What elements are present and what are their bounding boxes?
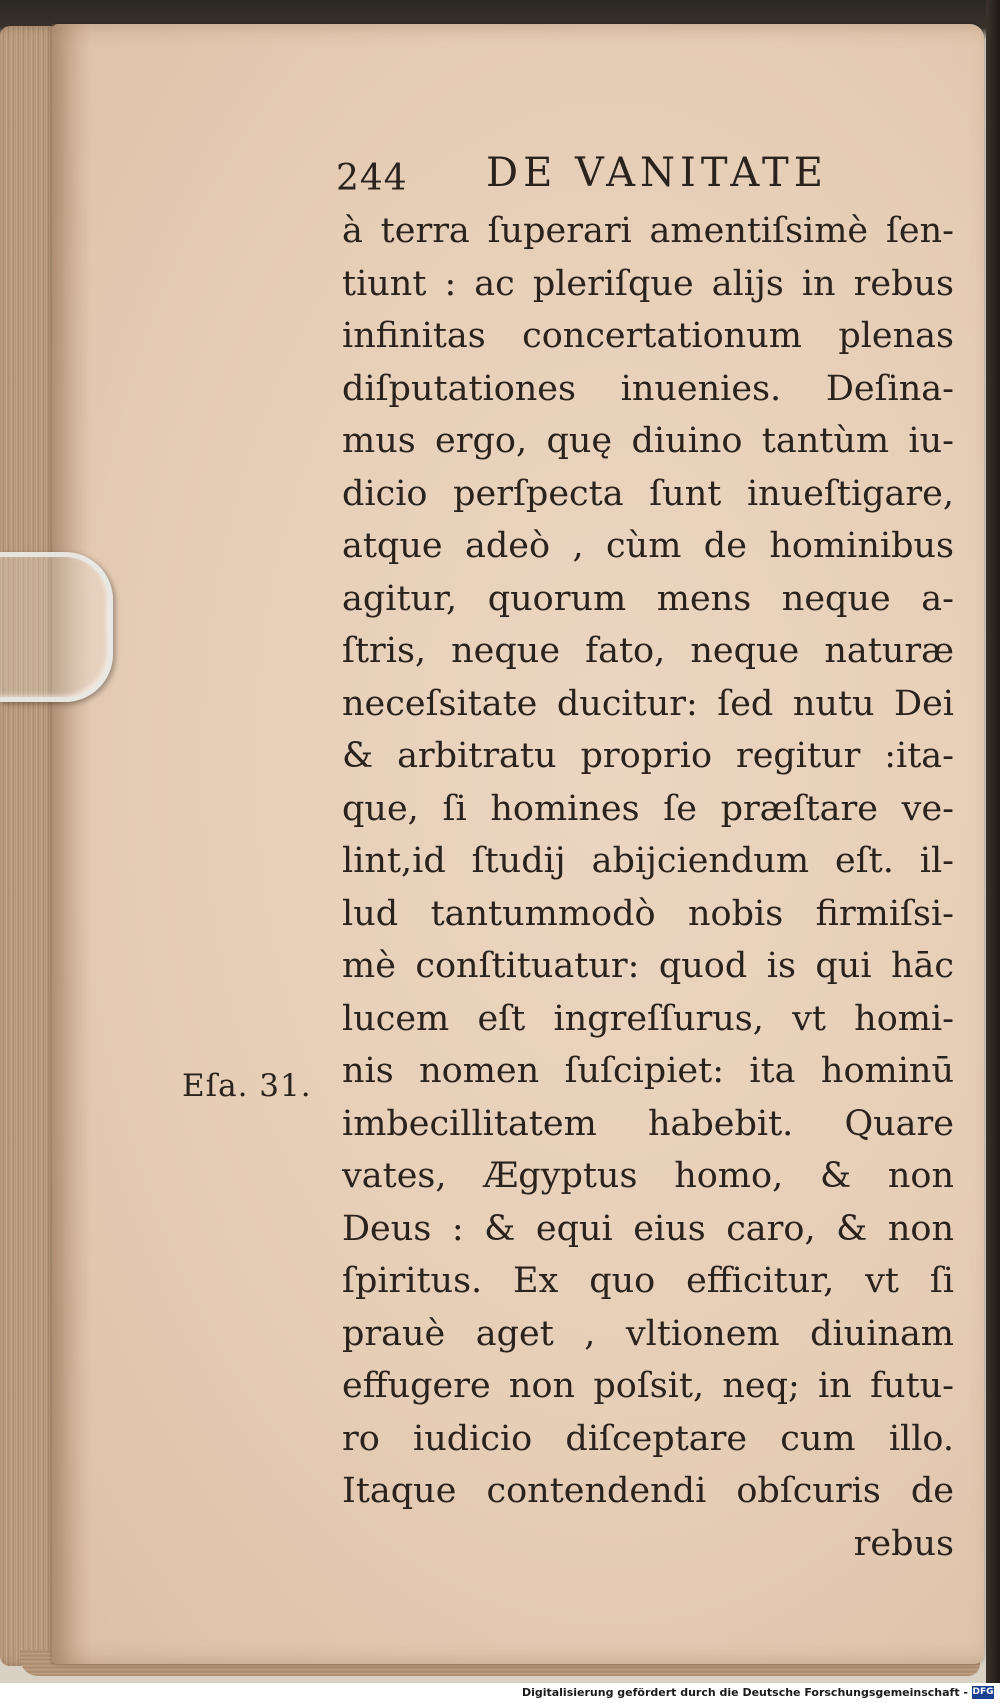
text-line: mus ergo, quę diuino tantùm iu- (342, 421, 954, 461)
text-line: ſpiritus. Ex quo efficitur, vt ſi (342, 1261, 954, 1301)
marginal-note: Eſa. 31. (182, 1068, 312, 1104)
page-header (336, 150, 896, 210)
text-line: tiunt : ac pleriſque alijs in rebus (342, 263, 954, 304)
running-title: DE VANITATE (486, 150, 828, 196)
text-line: imbecillitatem habebit. Quare (342, 1103, 954, 1144)
text-line: mè conſtituatur: quod is qui hāc (342, 946, 954, 986)
text-line: ſtris, neque fato, neque naturæ (342, 631, 954, 671)
text-line: ro iudicio diſceptare cum illo. (342, 1418, 954, 1459)
funding-credit: Digitalisierung gefördert durch die Deutsche Forschungsgemeinschaft - (521, 1686, 968, 1699)
text-line: atque adeò , cùm de hominibus (342, 526, 954, 566)
page-clip (0, 552, 113, 702)
text-line: que, ſi homines ſe præſtare ve- (342, 788, 954, 829)
text-line: Deus : & equi eius caro, & non (342, 1208, 954, 1249)
text-line: agitur, quorum mens neque a- (342, 578, 954, 619)
text-line: vates, Ægyptus homo, & non (342, 1156, 954, 1196)
text-line: diſputationes inuenies. Deſina- (342, 368, 954, 409)
catchword: rebus (853, 1523, 954, 1564)
text-line: nis nomen ſuſcipiet: ita hominū (342, 1051, 954, 1091)
text-line: dicio perſpecta ſunt inueſtigare, (342, 473, 954, 514)
text-line: prauè aget , vltionem diuinam (342, 1313, 954, 1354)
body-text (342, 205, 954, 1570)
background-edge (986, 0, 1000, 1703)
text-line: & arbitratu proprio regitur :ita- (342, 736, 954, 776)
page-number: 244 (336, 158, 408, 199)
text-line: effugere non poſsit, neq; in futu- (342, 1366, 954, 1406)
text-line: infinitas concertationum plenas (342, 316, 954, 356)
text-line: à terra ſuperari amentiſsimè ſen- (342, 211, 954, 251)
text-line: neceſsitate ducitur: ſed nutu Dei (342, 683, 954, 724)
page-gutter (52, 24, 92, 1664)
text-line: lint,id ſtudij abijciendum eſt. il- (342, 841, 954, 881)
dfg-logo: DFG (972, 1687, 994, 1697)
text-line: lucem eſt ingreſſurus, vt homi- (342, 998, 954, 1039)
text-line: lud tantummodò nobis firmiſsi- (342, 893, 954, 934)
text-line: Itaque contendendi obſcuris de (342, 1471, 954, 1511)
book-page-edges (0, 26, 60, 1666)
